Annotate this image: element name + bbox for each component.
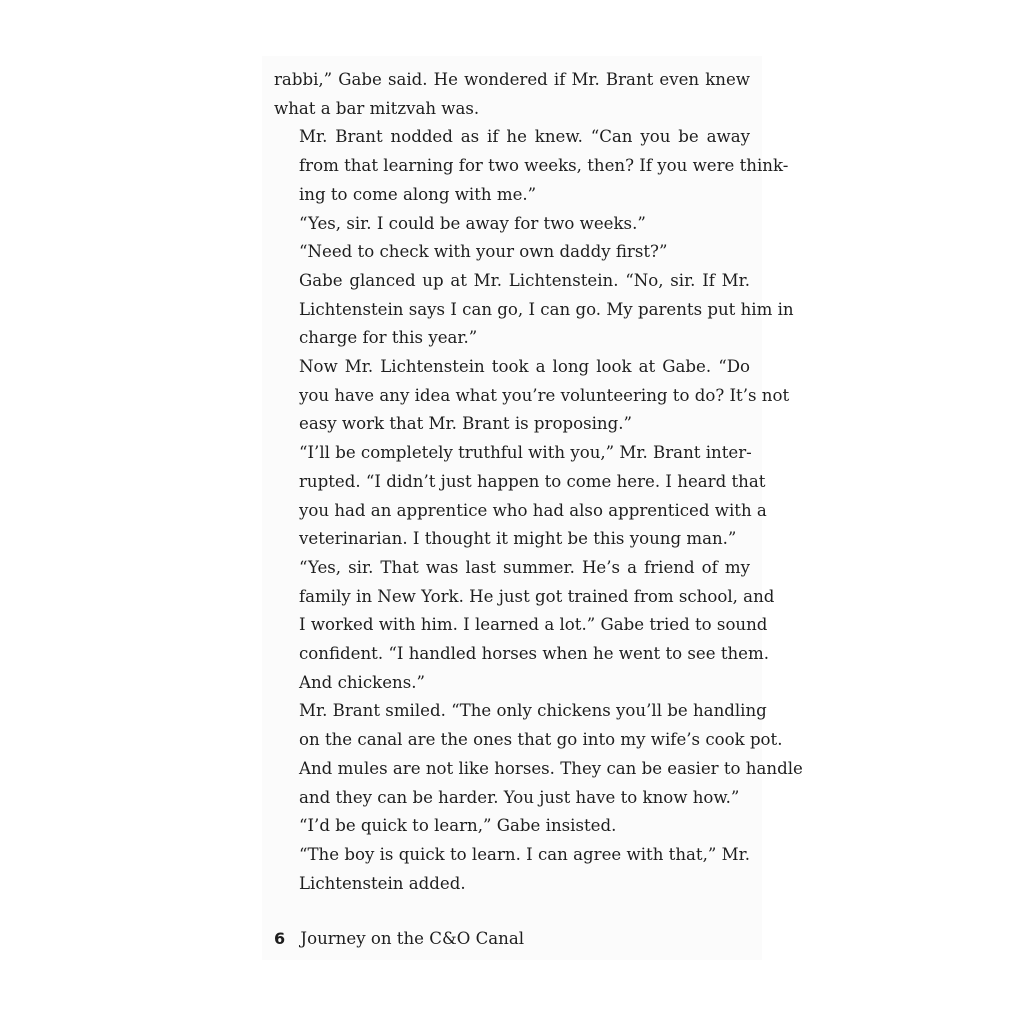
- text-line: family in New York. He just got trained from school, and: [299, 586, 775, 606]
- paragraph: [274, 812, 750, 841]
- text-line: you have any idea what you’re volunteering to do? It’s not: [299, 385, 790, 405]
- text-line: “I’ll be completely truthful with you,” Mr. Brant inter-: [299, 443, 752, 463]
- paragraph: [274, 554, 775, 698]
- text-line: “The boy is quick to learn. I can agree with that,” Mr.: [299, 844, 750, 864]
- text-line: what a bar mitzvah was.: [274, 98, 480, 118]
- body-text: [274, 66, 803, 898]
- paragraph: [274, 697, 803, 812]
- text-line: Mr. Brant smiled. “The only chickens you’ll be handling: [299, 701, 767, 721]
- text-line: you had an apprentice who had also apprenticed with a: [299, 500, 767, 520]
- paragraph: [274, 66, 750, 123]
- text-line: easy work that Mr. Brant is proposing.”: [299, 414, 632, 434]
- text-line: veterinarian. I thought it might be this young man.”: [299, 529, 737, 549]
- text-line: rabbi,” Gabe said. He wondered if Mr. Brant even knew: [274, 70, 750, 89]
- text-line: and they can be harder. You just have to know how.”: [299, 787, 740, 807]
- text-line: And mules are not like horses. They can be easier to handle: [299, 758, 803, 778]
- running-title: Journey on the C&O Canal: [300, 929, 525, 948]
- paragraph: [274, 210, 750, 239]
- paragraph: [274, 123, 789, 209]
- text-line: Mr. Brant nodded as if he knew. “Can you be away: [299, 127, 750, 147]
- text-line: ing to come along with me.”: [299, 184, 537, 204]
- page-footer: [274, 929, 524, 948]
- paragraph: [274, 238, 750, 267]
- paragraph: [274, 439, 767, 554]
- text-line: “I’d be quick to learn,” Gabe insisted.: [299, 816, 617, 836]
- text-line: confident. “I handled horses when he went to see them.: [299, 644, 770, 664]
- text-line: Lichtenstein added.: [299, 873, 466, 893]
- page-number: 6: [274, 929, 286, 948]
- text-line: from that learning for two weeks, then? If you were think-: [299, 156, 789, 176]
- text-line: “Need to check with your own daddy first?”: [299, 242, 668, 262]
- text-line: rupted. “I didn’t just happen to come here. I heard that: [299, 471, 766, 491]
- text-line: Lichtenstein says I can go, I can go. My parents put him in: [299, 299, 794, 319]
- text-line: Gabe glanced up at Mr. Lichtenstein. “No, sir. If Mr.: [299, 270, 750, 290]
- text-line: And chickens.”: [299, 672, 425, 692]
- text-line: “Yes, sir. I could be away for two weeks.”: [299, 213, 646, 233]
- text-line: charge for this year.”: [299, 328, 478, 348]
- text-line: on the canal are the ones that go into my wife’s cook pot.: [299, 730, 783, 750]
- text-line: I worked with him. I learned a lot.” Gabe tried to sound: [299, 615, 768, 635]
- text-line: “Yes, sir. That was last summer. He’s a friend of my: [299, 557, 750, 577]
- paragraph: [274, 267, 794, 353]
- paragraph: [274, 841, 750, 898]
- paragraph: [274, 353, 790, 439]
- text-line: Now Mr. Lichtenstein took a long look at Gabe. “Do: [299, 357, 750, 377]
